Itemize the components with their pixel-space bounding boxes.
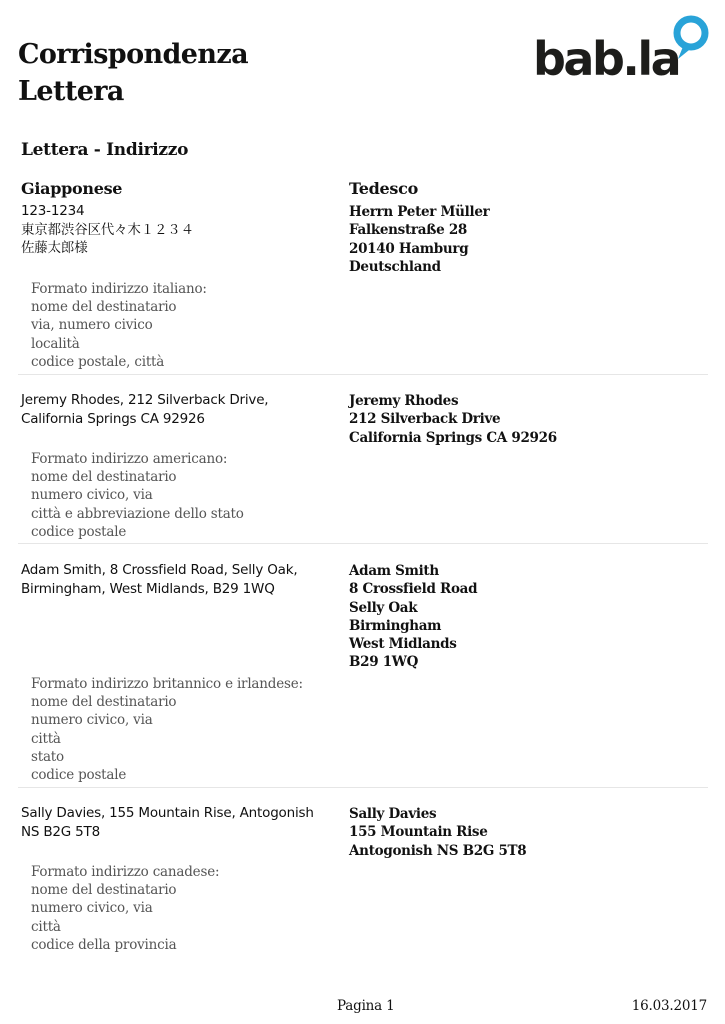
target-line: Deutschland	[349, 258, 441, 275]
foreign-line: NS B2G 5T8	[21, 823, 100, 840]
foreign-line: Sally Davies, 155 Mountain Rise, Antogonish	[21, 805, 314, 821]
target-line: Antogonish NS B2G 5T8	[349, 842, 527, 859]
address-format-note	[31, 450, 331, 541]
address-format-note	[31, 280, 331, 371]
format-line: numero civico, via	[31, 900, 153, 917]
format-line: città	[31, 918, 61, 935]
foreign-address	[21, 804, 326, 841]
page-title	[18, 36, 248, 110]
foreign-line: Adam Smith, 8 Crossfield Road, Selly Oak,	[21, 562, 298, 578]
page-title-line-1: Corrispondenza	[18, 39, 249, 70]
target-line: West Midlands	[349, 636, 457, 653]
format-line: codice postale, città	[31, 353, 165, 370]
translated-address	[349, 203, 709, 276]
target-line: Falkenstraße 28	[349, 222, 468, 239]
target-line: Birmingham	[349, 617, 442, 634]
format-line: nome del destinatario	[31, 882, 177, 899]
format-line: nome del destinatario	[31, 299, 177, 316]
format-line: città	[31, 730, 61, 747]
entry-divider	[18, 787, 708, 788]
address-format-note	[31, 863, 331, 954]
page-title-line-2: Lettera	[18, 76, 124, 107]
foreign-line: Jeremy Rhodes, 212 Silverback Drive,	[21, 392, 269, 408]
translated-address	[349, 562, 709, 672]
target-line: California Springs CA 92926	[349, 429, 557, 446]
format-line: nome del destinatario	[31, 694, 177, 711]
speech-bubble-icon	[677, 19, 705, 59]
address-format-note	[31, 675, 331, 784]
foreign-address	[21, 202, 326, 258]
target-language-heading: Tedesco	[349, 179, 418, 198]
foreign-address	[21, 561, 326, 598]
target-line: 20140 Hamburg	[349, 240, 469, 257]
target-line: 212 Silverback Drive	[349, 411, 501, 428]
target-line: Herrn Peter Müller	[349, 204, 490, 220]
format-line: numero civico, via	[31, 487, 153, 504]
format-line: Formato indirizzo britannico e irlandese:	[31, 676, 303, 692]
translated-address	[349, 805, 709, 860]
target-line: Jeremy Rhodes	[349, 393, 459, 409]
source-language-heading: Giapponese	[21, 179, 123, 198]
format-line: città e abbreviazione dello stato	[31, 505, 244, 522]
format-line: nome del destinatario	[31, 469, 177, 486]
foreign-address	[21, 391, 326, 428]
translated-address	[349, 392, 709, 447]
format-line: codice postale	[31, 767, 127, 784]
format-line: Formato indirizzo americano:	[31, 451, 228, 467]
section-title: Lettera - Indirizzo	[21, 140, 189, 160]
foreign-line: 123-1234	[21, 203, 85, 219]
target-line: B29 1WQ	[349, 654, 419, 671]
format-line: Formato indirizzo canadese:	[31, 864, 220, 880]
entry-divider	[18, 374, 708, 375]
format-line: località	[31, 335, 80, 352]
entry-divider	[18, 543, 708, 544]
format-line: codice postale	[31, 523, 127, 540]
target-line: 8 Crossfield Road	[349, 581, 478, 598]
target-line: Adam Smith	[349, 563, 439, 579]
format-line: numero civico, via	[31, 712, 153, 729]
foreign-line: California Springs CA 92926	[21, 410, 205, 427]
target-line: 155 Mountain Rise	[349, 824, 488, 841]
foreign-line: Birmingham, West Midlands, B29 1WQ	[21, 580, 275, 597]
format-line: codice della provincia	[31, 936, 177, 953]
foreign-line: 佐藤太郎様	[21, 240, 88, 256]
babla-logo	[533, 14, 711, 80]
target-line: Selly Oak	[349, 599, 418, 616]
target-line: Sally Davies	[349, 806, 437, 822]
logo-text: bab.la	[533, 32, 680, 80]
document-date: 16.03.2017	[631, 998, 707, 1014]
format-line: Formato indirizzo italiano:	[31, 281, 207, 297]
page-number: Pagina 1	[337, 998, 395, 1014]
foreign-line: 東京都渋谷区代々木１２３４	[21, 221, 194, 238]
format-line: via, numero civico	[31, 317, 153, 334]
format-line: stato	[31, 748, 64, 765]
